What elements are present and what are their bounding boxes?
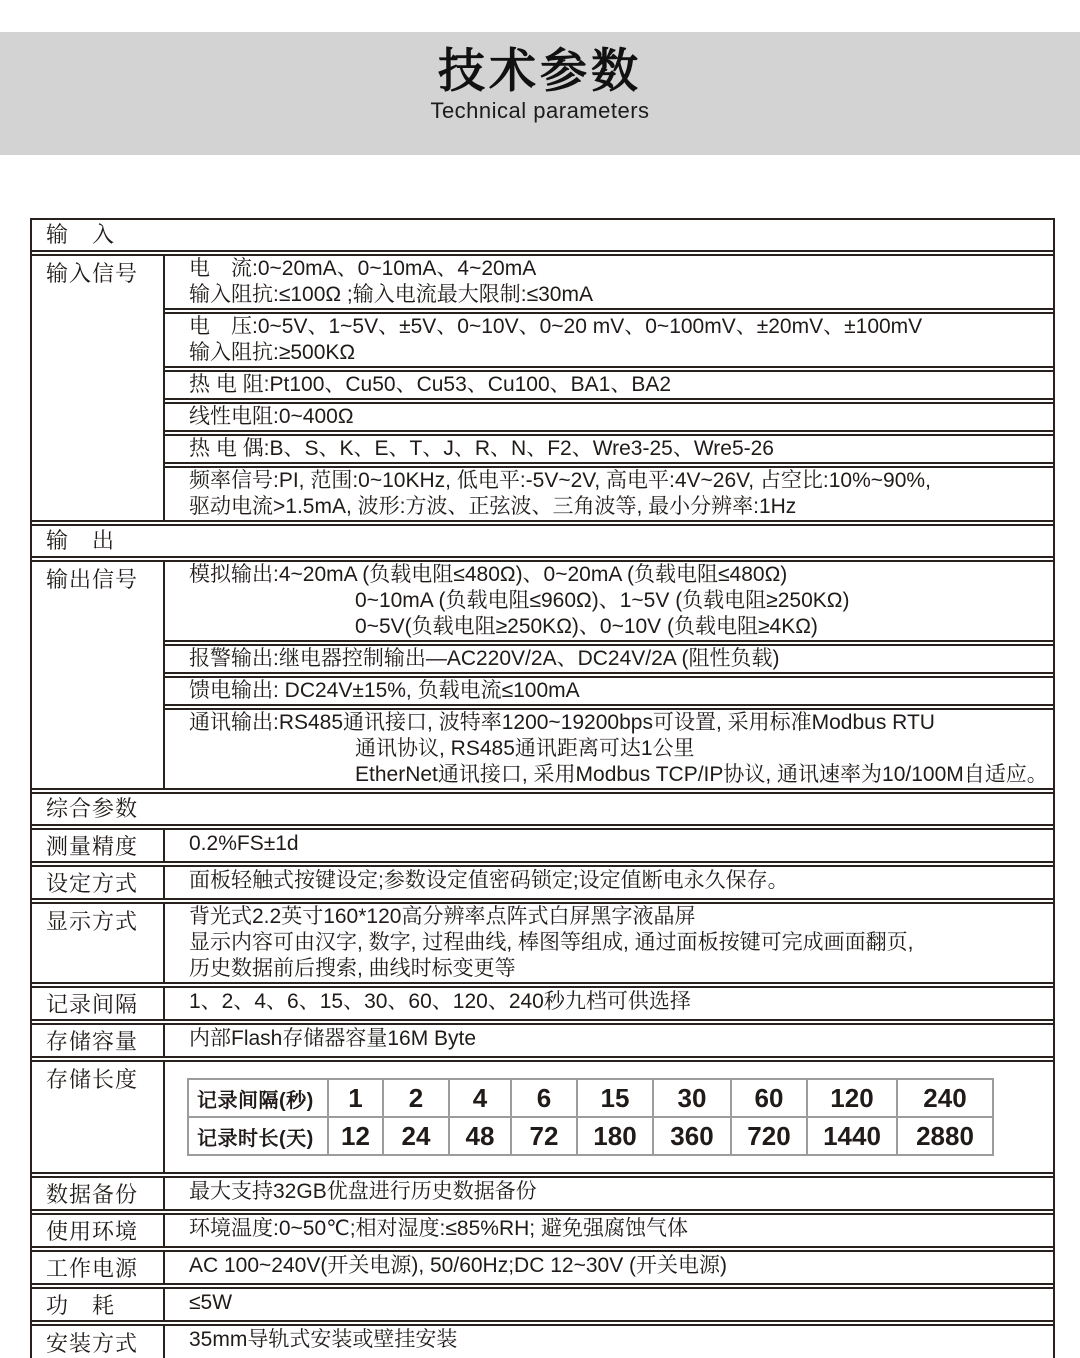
- row-data-backup: [32, 1178, 1053, 1209]
- row-label-accuracy: 测量精度: [32, 830, 165, 861]
- section-header-input: 输 入: [46, 222, 116, 247]
- mounting-value: 35mm导轨式安装或壁挂安装: [189, 1328, 458, 1351]
- row-label-output-signal: 输出信号: [32, 562, 165, 788]
- section-header-output: 输 出: [46, 528, 116, 553]
- storage-interval-cell: 6: [511, 1079, 577, 1117]
- row-accuracy: [32, 830, 1053, 861]
- display-content: [165, 904, 1053, 982]
- row-power-supply: [32, 1252, 1053, 1283]
- row-setting: [32, 867, 1053, 898]
- storage-duration-row: [188, 1117, 993, 1155]
- subrow-analog-output: [165, 562, 1053, 640]
- storage-interval-cell: 30: [653, 1079, 731, 1117]
- storage-duration-cell: 360: [653, 1117, 731, 1155]
- input-signal-content: [165, 256, 1053, 520]
- row-storage-capacity: [32, 1025, 1053, 1056]
- storage-interval-cell: 1: [328, 1079, 383, 1117]
- subrow-feed-output: 馈电输出: DC24V±15%, 负载电流≤100mA: [189, 679, 580, 702]
- power-supply-value: AC 100~240V(开关电源), 50/60Hz;DC 12~30V (开关电源): [189, 1254, 728, 1277]
- row-label-consumption: 功 耗: [32, 1289, 165, 1320]
- comm-line: 通讯输出:RS485通讯接口, 波特率1200~19200bps可设置, 采用标准Modbus RTU: [189, 711, 935, 734]
- consumption-value: ≤5W: [189, 1291, 233, 1314]
- section-header-general: 综合参数: [46, 796, 139, 821]
- current-line: 电 流:0~20mA、0~10mA、4~20mA: [189, 257, 537, 280]
- subrow-linear-resistance: 线性电阻:0~400Ω: [189, 405, 354, 428]
- storage-interval-cell: 120: [807, 1079, 897, 1117]
- row-label-storage-capacity: 存储容量: [32, 1025, 165, 1056]
- subrow-rtd: 热 电 阻:Pt100、Cu50、Cu53、Cu100、BA1、BA2: [189, 373, 672, 396]
- setting-value: 面板轻触式按键设定;参数设定值密码锁定;设定值断电永久保存。: [189, 869, 789, 892]
- row-label-environment: 使用环境: [32, 1215, 165, 1246]
- comm-line: EtherNet通讯接口, 采用Modbus TCP/IP协议, 通讯速率为10/100M自适应。: [355, 763, 1048, 786]
- subrow-frequency: [165, 468, 1053, 520]
- frequency-line: 频率信号:PI, 范围:0~10KHz, 低电平:-5V~2V, 高电平:4V~26V, 占空比:10%~90%,: [189, 469, 931, 492]
- spec-table: [30, 218, 1055, 1358]
- storage-length-table: [187, 1078, 994, 1156]
- storage-duration-label: 记录时长(天): [188, 1117, 328, 1155]
- storage-duration-cell: 180: [577, 1117, 653, 1155]
- page-title: 技术参数: [438, 44, 642, 97]
- row-consumption: [32, 1289, 1053, 1320]
- output-signal-content: [165, 562, 1053, 788]
- row-label-mounting: 安装方式: [32, 1326, 165, 1358]
- storage-interval-cell: 60: [731, 1079, 807, 1117]
- storage-duration-cell: 1440: [807, 1117, 897, 1155]
- storage-duration-cell: 12: [328, 1117, 383, 1155]
- storage-duration-cell: 2880: [897, 1117, 993, 1155]
- subrow-comm-output: [165, 710, 1053, 788]
- environment-value: 环境温度:0~50℃;相对湿度:≤85%RH; 避免强腐蚀气体: [189, 1217, 688, 1240]
- storage-length-content: [165, 1062, 1053, 1172]
- row-environment: [32, 1215, 1053, 1246]
- current-line: 输入阻抗:≤100Ω ;输入电流最大限制:≤30mA: [189, 283, 593, 306]
- storage-interval-cell: 240: [897, 1079, 993, 1117]
- comm-line: 通讯协议, RS485通讯距离可达1公里: [355, 737, 695, 760]
- row-label-display: 显示方式: [32, 904, 165, 982]
- display-line: 显示内容可由汉字, 数字, 过程曲线, 棒图等组成, 通过面板按键可完成画面翻页,: [189, 931, 914, 954]
- subrow-voltage: [165, 314, 1053, 366]
- row-output-signal: [32, 562, 1053, 788]
- storage-interval-cell: 15: [577, 1079, 653, 1117]
- storage-interval-cell: 4: [449, 1079, 511, 1117]
- accuracy-value: 0.2%FS±1d: [189, 832, 299, 855]
- row-label-storage-length: 存储长度: [32, 1062, 165, 1172]
- voltage-line: 电 压:0~5V、1~5V、±5V、0~10V、0~20 mV、0~100mV、±20mV、±100mV: [189, 315, 923, 338]
- row-label-input-signal: 输入信号: [32, 256, 165, 520]
- storage-interval-label: 记录间隔(秒): [188, 1079, 328, 1117]
- display-line: 历史数据前后搜索, 曲线时标变更等: [189, 957, 516, 980]
- row-label-setting: 设定方式: [32, 867, 165, 898]
- analog-line: 模拟输出:4~20mA (负载电阻≤480Ω)、0~20mA (负载电阻≤480Ω): [189, 563, 788, 586]
- storage-duration-cell: 48: [449, 1117, 511, 1155]
- subrow-alarm-output: 报警输出:继电器控制输出—AC220V/2A、DC24V/2A (阻性负载): [189, 647, 780, 670]
- title-banner: [0, 32, 1080, 155]
- data-backup-value: 最大支持32GB优盘进行历史数据备份: [189, 1180, 537, 1203]
- storage-interval-cell: 2: [383, 1079, 449, 1117]
- frequency-line: 驱动电流>1.5mA, 波形:方波、正弦波、三角波等, 最小分辨率:1Hz: [189, 495, 797, 518]
- row-label-data-backup: 数据备份: [32, 1178, 165, 1209]
- record-interval-value: 1、2、4、6、15、30、60、120、240秒九档可供选择: [189, 990, 691, 1013]
- analog-line: 0~5V(负载电阻≥250KΩ)、0~10V (负载电阻≥4KΩ): [355, 615, 818, 638]
- row-storage-length: [32, 1062, 1053, 1172]
- row-record-interval: [32, 988, 1053, 1019]
- voltage-line: 输入阻抗:≥500KΩ: [189, 341, 356, 364]
- subrow-thermocouple: 热 电 偶:B、S、K、E、T、J、R、N、F2、Wre3-25、Wre5-26: [189, 437, 774, 460]
- storage-capacity-value: 内部Flash存储器容量16M Byte: [189, 1027, 477, 1050]
- row-label-record-interval: 记录间隔: [32, 988, 165, 1019]
- subrow-current: [165, 256, 1053, 308]
- storage-interval-row: [188, 1079, 993, 1117]
- display-line: 背光式2.2英寸160*120高分辨率点阵式白屏黑字液晶屏: [189, 905, 696, 928]
- row-label-power-supply: 工作电源: [32, 1252, 165, 1283]
- analog-line: 0~10mA (负载电阻≤960Ω)、1~5V (负载电阻≥250KΩ): [355, 589, 850, 612]
- row-mounting: [32, 1326, 1053, 1358]
- storage-duration-cell: 24: [383, 1117, 449, 1155]
- row-input-signal: [32, 256, 1053, 520]
- row-display: [32, 904, 1053, 982]
- storage-duration-cell: 72: [511, 1117, 577, 1155]
- storage-duration-cell: 720: [731, 1117, 807, 1155]
- page-subtitle: Technical parameters: [430, 97, 650, 123]
